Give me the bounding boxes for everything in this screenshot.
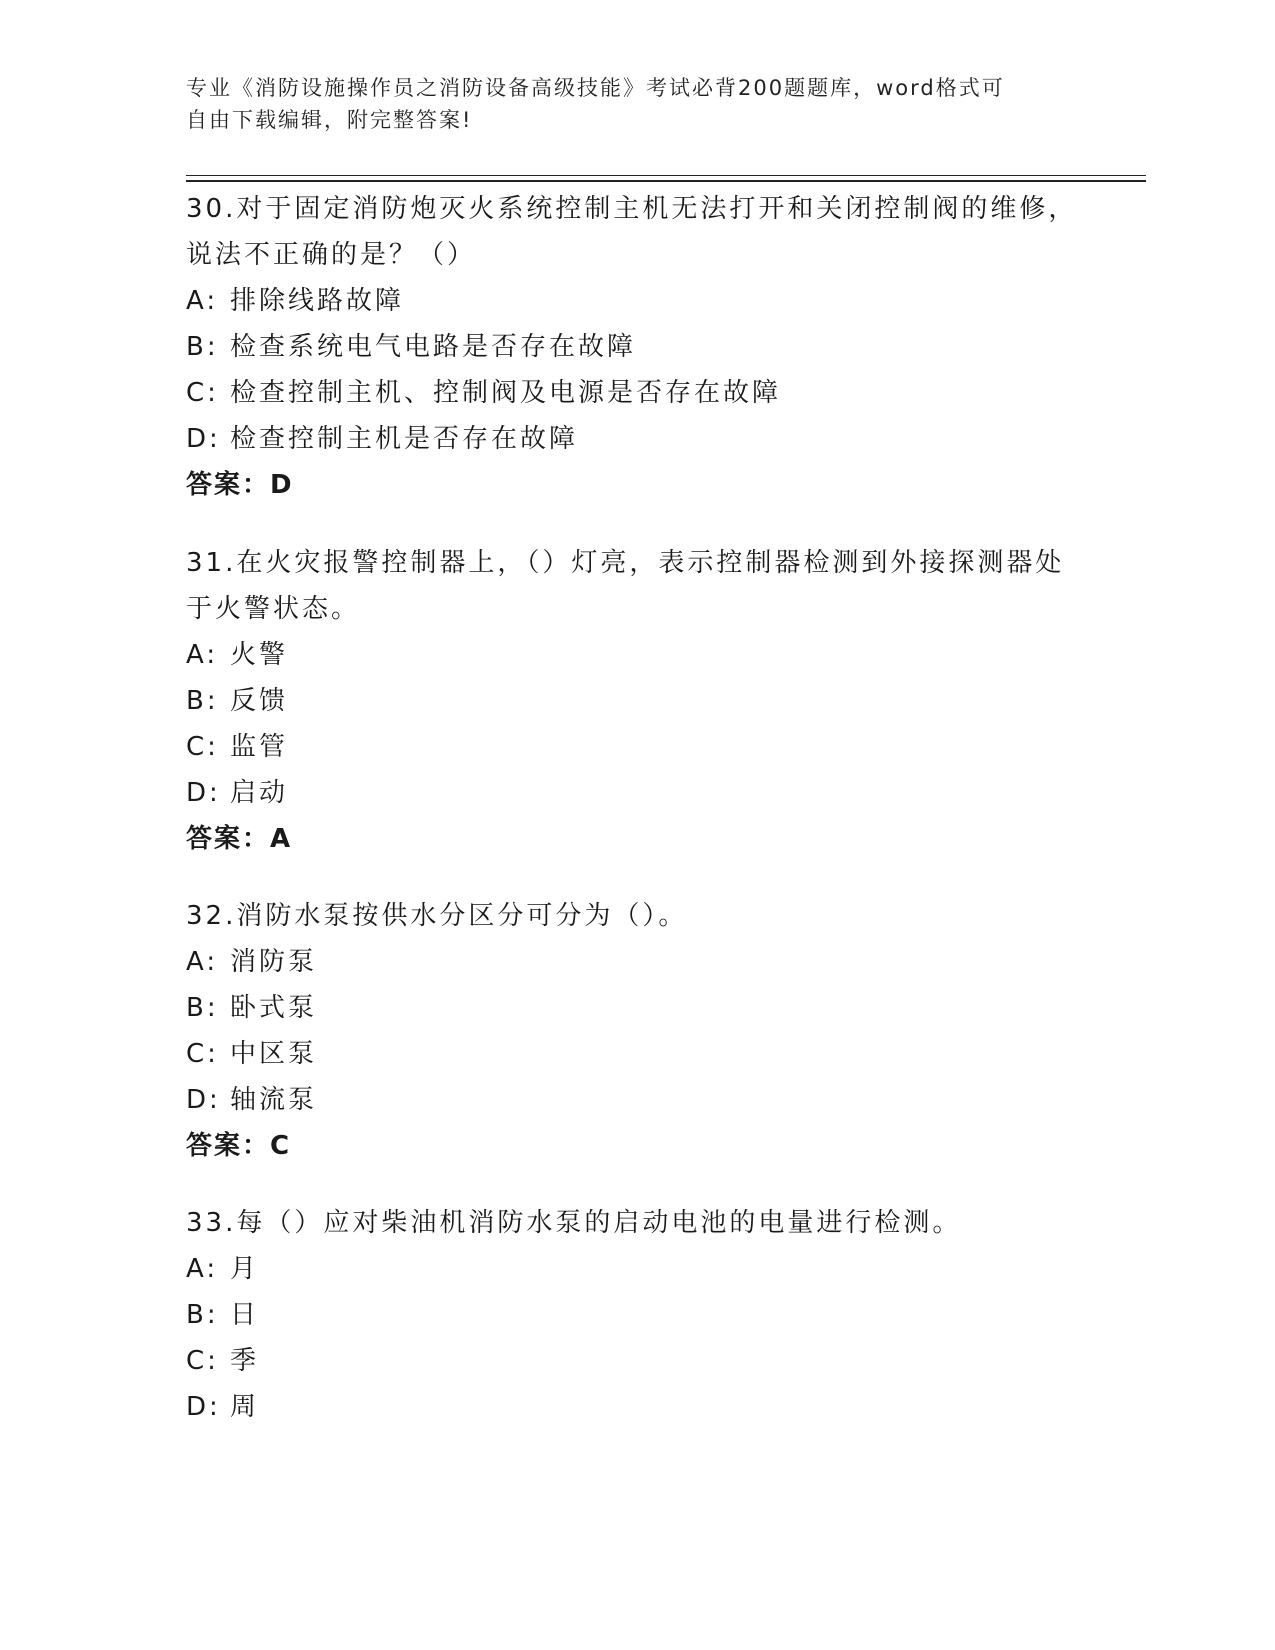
answer: 答案：D [186, 470, 294, 500]
option-text: 反馈 [230, 686, 289, 716]
answer: 答案：C [186, 1131, 292, 1161]
header-line-1: 专业《消防设施操作员之消防设备高级技能》考试必背200题题库，word格式可 [186, 76, 1005, 100]
option-b [186, 985, 1086, 1031]
option-d [186, 770, 1086, 816]
option-text: 启动 [230, 778, 289, 808]
option-a [186, 1246, 1086, 1292]
question-text-line: 33.每（）应对柴油机消防水泵的启动电池的电量进行检测。 [186, 1208, 962, 1238]
question-text-line: 32.消防水泵按供水分区分可分为（）。 [186, 901, 688, 931]
question-33 [186, 1200, 1086, 1430]
question-30 [186, 186, 1086, 508]
option-d [186, 416, 1086, 462]
option-b [186, 1292, 1086, 1338]
option-key: A: [186, 640, 219, 670]
option-key: C: [186, 732, 219, 762]
option-key: B: [186, 993, 219, 1023]
option-b [186, 678, 1086, 724]
option-key: D: [186, 424, 221, 454]
option-d [186, 1077, 1086, 1123]
header-line-2: 自由下载编辑，附完整答案! [186, 108, 473, 132]
option-text: 消防泵 [230, 947, 318, 977]
option-c [186, 1031, 1086, 1077]
option-text: 中区泵 [230, 1039, 318, 1069]
option-key: C: [186, 1346, 219, 1376]
header-rule-thin [186, 175, 1146, 176]
option-text: 火警 [230, 640, 289, 670]
question-text-line: 31.在火灾报警控制器上，（）灯亮，表示控制器检测到外接探测器处 [186, 548, 1065, 578]
option-text: 检查控制主机、控制阀及电源是否存在故障 [230, 378, 782, 408]
option-text: 检查系统电气电路是否存在故障 [230, 332, 637, 362]
option-key: C: [186, 1039, 219, 1069]
option-text: 排除线路故障 [230, 286, 405, 316]
option-key: A: [186, 947, 219, 977]
option-text: 季 [230, 1346, 260, 1376]
option-key: B: [186, 1300, 219, 1330]
option-a [186, 939, 1086, 985]
option-c [186, 724, 1086, 770]
option-key: A: [186, 1254, 219, 1284]
option-c [186, 1338, 1086, 1384]
question-text-line: 30.对于固定消防炮灭火系统控制主机无法打开和关闭控制阀的维修， [186, 194, 1078, 224]
option-key: D: [186, 1085, 221, 1115]
option-a [186, 632, 1086, 678]
option-a [186, 278, 1086, 324]
document-header [186, 72, 1086, 136]
option-text: 监管 [230, 732, 289, 762]
answer: 答案：A [186, 824, 293, 854]
option-key: D: [186, 778, 221, 808]
option-key: B: [186, 332, 219, 362]
option-text: 周 [230, 1392, 260, 1422]
option-text: 日 [230, 1300, 260, 1330]
option-key: B: [186, 686, 219, 716]
header-rule-thick [186, 180, 1146, 182]
option-key: C: [186, 378, 219, 408]
option-text: 月 [230, 1254, 260, 1284]
option-text: 检查控制主机是否存在故障 [230, 424, 579, 454]
option-c [186, 370, 1086, 416]
question-31 [186, 540, 1086, 862]
question-text-line: 于火警状态。 [186, 594, 361, 624]
option-b [186, 324, 1086, 370]
question-32 [186, 893, 1086, 1169]
option-key: D: [186, 1392, 221, 1422]
question-text-line: 说法不正确的是？（） [186, 240, 477, 270]
option-text: 卧式泵 [230, 993, 318, 1023]
option-d [186, 1384, 1086, 1430]
option-key: A: [186, 286, 219, 316]
option-text: 轴流泵 [230, 1085, 318, 1115]
